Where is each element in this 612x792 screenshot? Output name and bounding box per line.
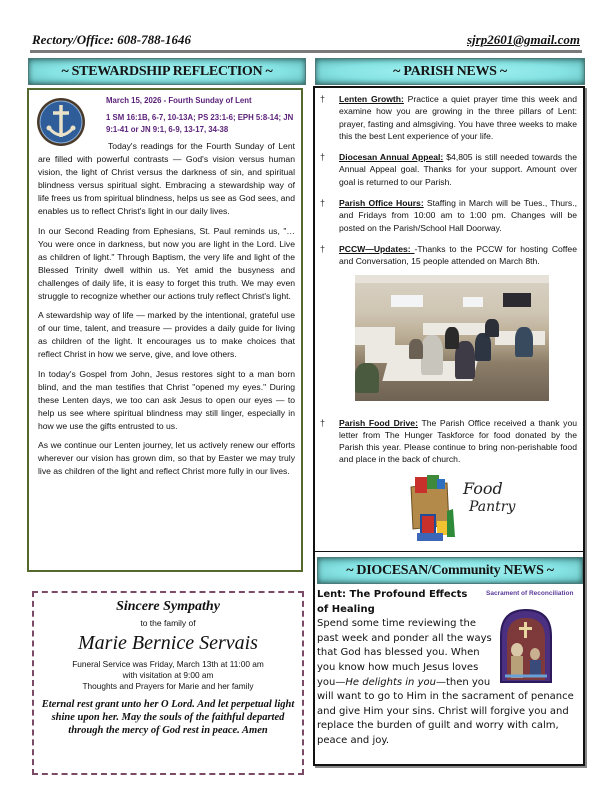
stewardship-reflection — [27, 88, 303, 572]
reflection-paragraph: Today's readings for the Fourth Sunday of Lent are filled with powerful contrasts — God's vision versus human vision, the light of Christ versus the darkness of sin, and spiritual blindness versus spiritual sight. Embracing a stewardship way of life frees us from spiritual blindness, helps us see as God sees, and enables us to reflect Christ's light in our daily lives. — [38, 141, 295, 217]
diocesan-text-before: Spend some time reviewing the past week and ponder all the ways that God has blessed you. When you know how much Jesus loves you— — [317, 618, 492, 688]
news-item-food-drive — [315, 415, 583, 466]
contact-email-link[interactable]: sjrp2601@gmail.com — [466, 32, 580, 47]
page-header — [30, 30, 582, 53]
news-item-annual-appeal — [315, 149, 583, 188]
news-item-title: Parish Food Drive: — [339, 417, 418, 428]
cross-bullet-icon: † — [320, 417, 326, 428]
news-item-pccw-updates — [315, 241, 583, 268]
visitation-line: with visitation at 9:00 am — [122, 670, 214, 680]
sympathy-subtitle: to the family of — [140, 618, 196, 628]
reflection-paragraph: In our Second Reading from Ephesians, St. Paul reminds us, "… You were once in darkness, but now you are light in the Lord. Live as children of light." Through Baptism, the very life and light of the Blessed Trinity dwell within us. Yet amid the busyness and challenges of daily life, it is easy to forget this truth. We may even struggle to recognize whether our actions truly reflect Christ's light. — [38, 225, 295, 302]
diocesan-article-title: Lent: The Profound Effects of Healing — [317, 589, 468, 615]
reflection-paragraph: In today's Gospel from John, Jesus restores sight to a man born blind, and the man testifies that Christ "opened my eyes." During these Lenten days, we too can ask Jesus to open our eyes — to help us see where spiritual blindness may still linger, especially in how we use the gifts entrusted to us. — [38, 368, 295, 431]
news-item-text: -Thanks to the PCCW for hosting Coffee and Conversation, 15 people attended on March 8th. — [339, 243, 577, 267]
rectory-phone: Rectory/Office: 608-788-1646 — [32, 32, 191, 47]
reconciliation-stained-glass-icon — [495, 606, 557, 684]
cross-bullet-icon: † — [320, 152, 326, 163]
cross-bullet-icon: † — [320, 198, 326, 209]
news-item-lenten-growth — [315, 91, 583, 142]
prayers-line: Thoughts and Prayers for Marie and her family — [82, 681, 254, 691]
news-item-text: $4,805 is still needed towards the Annual Appeal goal. Thanks for your support. Amount over goal is returned to our Parish. — [339, 152, 577, 187]
food-pantry-clipart — [407, 473, 517, 543]
news-item-title: Lenten Growth: — [339, 94, 404, 104]
section-divider — [313, 551, 585, 552]
sympathy-notice — [32, 591, 304, 775]
news-item-title: Parish Office Hours: — [339, 198, 424, 209]
reflection-paragraph: A stewardship way of life — marked by the intentional, grateful use of our time, talent, and treasure — provides a daily guide for living as children of the light. It encourages us to make choices that reflect Christ in how we serve, give, and love others. — [38, 310, 295, 360]
diocesan-article — [317, 588, 579, 749]
reconciliation-figure — [486, 590, 574, 684]
deceased-name: Marie Bernice Servais — [78, 632, 258, 654]
diocesan-news-banner: ~ DIOCESAN/Community NEWS ~ — [317, 557, 583, 584]
cross-bullet-icon: † — [320, 243, 326, 254]
funeral-service-line: Funeral Service was Friday, March 13th at 11:00 am — [72, 659, 264, 669]
diocesan-text-italic: He delights in you — [345, 676, 436, 688]
news-item-text: Practice a quiet prayer time this week and examine how you are growing in the three pillars of Lent: prayer, fasting and almsgiving. You have three weeks to make this the best Lent experience of your life. — [339, 94, 577, 141]
sympathy-title: Sincere Sympathy — [116, 599, 220, 614]
eternal-rest-prayer: Eternal rest grant unto her O Lord. And let perpetual light shine upon her. May the souls of the faithful departed through the mercy of God rest in peace. Amen — [41, 699, 295, 736]
news-item-text: The Parish Office received a thank you letter from The Hunger Taskforce for food donated by the Parish this year. Please continue to bring non-perishable food and place in the back of church. — [339, 417, 578, 465]
news-item-title: Diocesan Annual Appeal: — [339, 152, 444, 163]
grocery-bag-icon — [407, 473, 467, 543]
pantry-label-food: Food — [463, 478, 503, 498]
parish-news-banner: ~ PARISH NEWS ~ — [315, 58, 585, 85]
reflection-paragraph: As we continue our Lenten journey, let us actively renew our efforts wherever our vision has grown dim, so that by Easter we may truly live as children of the light and reflect Christ more fully in our lives. — [38, 439, 295, 477]
image-caption: Sacrament of Reconciliation — [486, 590, 574, 597]
stewardship-banner: ~ STEWARDSHIP REFLECTION ~ — [28, 58, 306, 85]
reflection-date: March 15, 2026 - Fourth Sunday of Lent — [106, 96, 252, 105]
news-item-office-hours — [315, 195, 583, 234]
pantry-label-pantry: Pantry — [469, 498, 516, 515]
news-item-title: PCCW—Updates: — [339, 243, 415, 254]
diocesan-text-after: —then you will want to go to Him in the sacrament of penance and give Him your sins. Christ will forgive you and replace the burden of guilt and worry with calm, peace and joy. — [317, 676, 574, 746]
cross-bullet-icon: † — [320, 94, 326, 104]
coffee-conversation-photo — [355, 275, 549, 401]
news-item-text: Staffing in March will be Tues., Thurs., and Fridays from 10:00 am to 1:00 pm. Changes will be posted on the Parish/School Hall Doorway. — [339, 198, 577, 233]
scripture-readings: 1 SM 16:1B, 6-7, 10-13A; PS 23:1-6; EPH 5:8-14; JN 9:1-41 or JN 9:1, 6-9, 13-17, 34-38 — [106, 113, 294, 134]
anchor-cross-icon — [36, 97, 86, 147]
